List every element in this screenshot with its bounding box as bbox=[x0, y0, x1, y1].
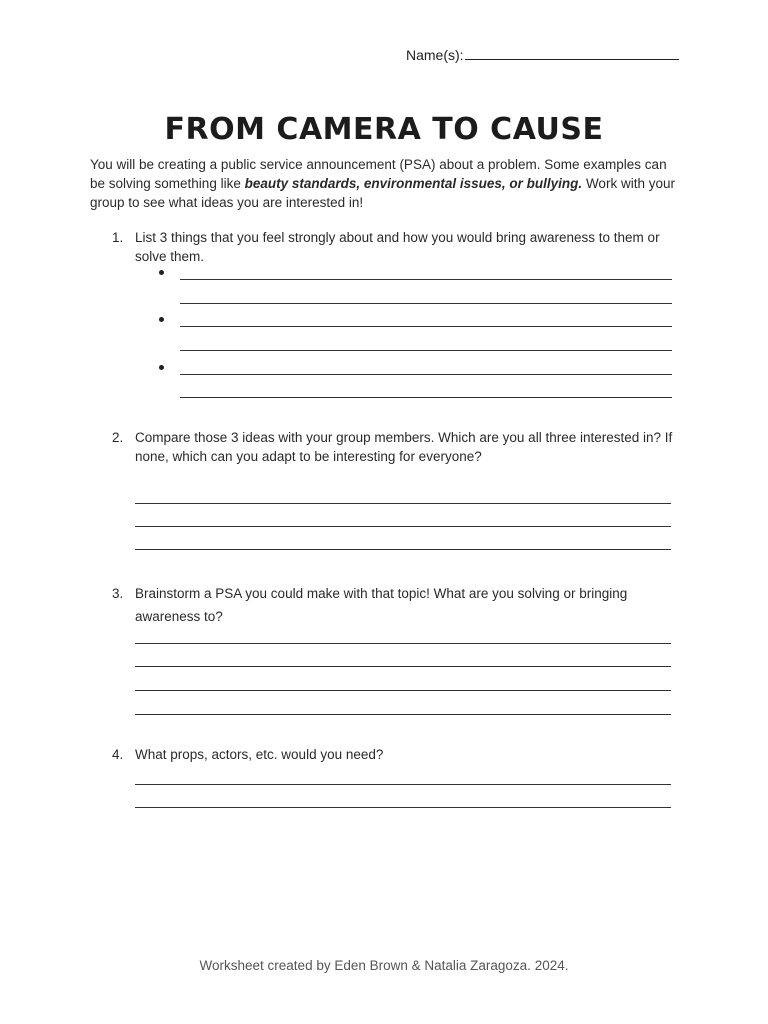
bullet-1 bbox=[159, 270, 164, 275]
answer-line[interactable] bbox=[135, 666, 671, 667]
answer-line[interactable] bbox=[135, 784, 671, 785]
intro-paragraph bbox=[90, 155, 680, 212]
question-number: 4. bbox=[112, 747, 124, 762]
answer-line[interactable] bbox=[180, 350, 672, 351]
answer-line[interactable] bbox=[135, 714, 671, 715]
intro-text-1: You will be creating a public service announcement (PSA) about a problem. Some examples can be solving something like bbox=[90, 157, 667, 191]
bullet-2 bbox=[159, 317, 164, 322]
answer-line[interactable] bbox=[180, 303, 672, 304]
question-4 bbox=[112, 745, 672, 764]
answer-line[interactable] bbox=[135, 690, 671, 691]
page-title: FROM CAMERA TO CAUSE bbox=[164, 112, 604, 147]
question-2 bbox=[112, 428, 672, 466]
answer-line[interactable] bbox=[180, 374, 672, 375]
answer-line[interactable] bbox=[180, 279, 672, 280]
footer-credit: Worksheet created by Eden Brown & Natalia Zaragoza. 2024. bbox=[199, 958, 569, 973]
answer-line[interactable] bbox=[135, 807, 671, 808]
name-field[interactable] bbox=[406, 45, 679, 63]
question-3 bbox=[112, 582, 672, 628]
answer-line[interactable] bbox=[135, 549, 671, 550]
question-number: 1. bbox=[112, 230, 124, 245]
question-text: Brainstorm a PSA you could make with that topic! What are you solving or bringing awareness to? bbox=[135, 586, 628, 624]
intro-emphasis: beauty standards, environmental issues, or bullying. bbox=[244, 176, 583, 191]
question-number: 3. bbox=[112, 586, 124, 601]
intro-text-2: Work with your group to see what ideas you are interested in! bbox=[90, 176, 675, 210]
answer-line[interactable] bbox=[180, 326, 672, 327]
bullet-3 bbox=[159, 365, 164, 370]
question-text: List 3 things that you feel strongly about and how you would bring awareness to them or solve them. bbox=[135, 230, 660, 264]
answer-line[interactable] bbox=[135, 503, 671, 504]
name-blank-line[interactable] bbox=[465, 45, 679, 60]
answer-line[interactable] bbox=[135, 643, 671, 644]
answer-line[interactable] bbox=[180, 397, 672, 398]
question-text: What props, actors, etc. would you need? bbox=[135, 747, 384, 762]
question-number: 2. bbox=[112, 430, 124, 445]
name-label: Name(s): bbox=[406, 47, 464, 63]
question-text: Compare those 3 ideas with your group members. Which are you all three interested in? If none, which can you adapt to be interesting for everyone? bbox=[135, 430, 673, 464]
answer-line[interactable] bbox=[135, 526, 671, 527]
question-1 bbox=[112, 228, 672, 266]
